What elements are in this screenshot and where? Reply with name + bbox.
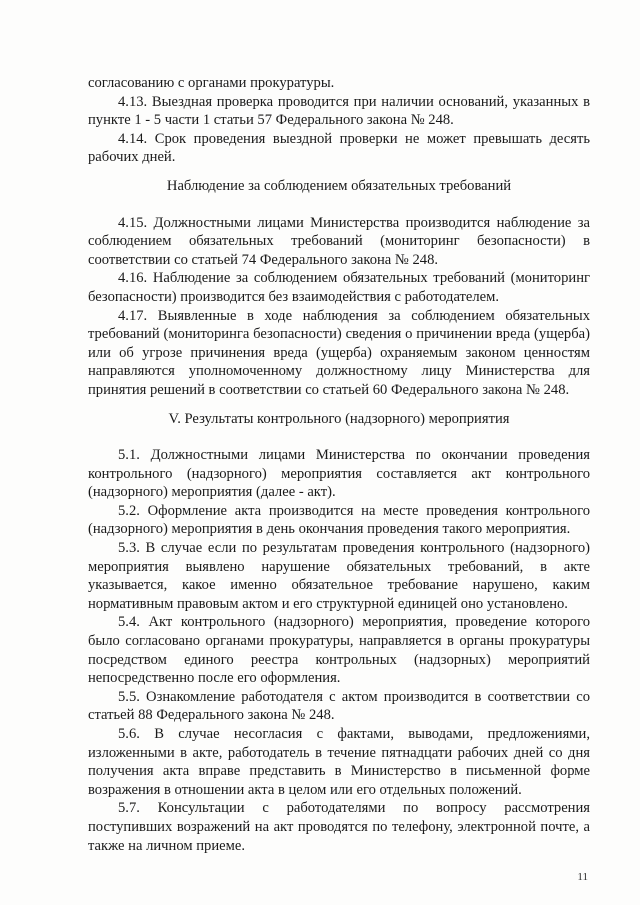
spacer xyxy=(88,196,590,206)
paragraph-5-5: 5.5. Ознакомление работодателя с актом производится в соответствии со статьей 88 Федерального закона № 248. xyxy=(88,688,590,724)
spacer xyxy=(88,400,590,410)
paragraph-5-2: 5.2. Оформление акта производится на месте проведения контрольного (надзорного) мероприятия в день окончания проведения такого мероприятия. xyxy=(88,502,590,538)
document-body xyxy=(88,74,590,855)
paragraph-4-17: 4.17. Выявленные в ходе наблюдения за соблюдением обязательных требований (мониторинга безопасности) сведения о причинении вреда (ущерба) или об угрозе причинения вреда (ущерба) охраняемым законом ценностям направляются уполномоченному должностному лицу Министерства для принятия решений в соответствии со статьей 60 Федерального закона № 248. xyxy=(88,307,590,398)
page-number: 11 xyxy=(577,871,588,883)
section-heading-monitoring: Наблюдение за соблюдением обязательных требований xyxy=(166,177,512,194)
paragraph-4-16: 4.16. Наблюдение за соблюдением обязательных требований (мониторинг безопасности) производится без взаимодействия с работодателем. xyxy=(88,270,590,305)
spacer xyxy=(88,438,590,446)
paragraph-5-3: 5.3. В случае если по результатам проведения контрольного (надзорного) мероприятия выявлено нарушение обязательных требований, в акте указывается, какое именно обязательное требование нарушено, каким нормативным правовым актом и его структурной единицей оно установлено. xyxy=(88,540,590,612)
paragraph-4-14: 4.14. Срок проведения выездной проверки не может превышать десять рабочих дней. xyxy=(88,130,590,166)
paragraph-4-15: 4.15. Должностными лицами Министерства производится наблюдение за соблюдением обязательных требований (мониторинг безопасности) в соответствии со статьей 74 Федерального закона № 248. xyxy=(88,214,590,268)
spacer xyxy=(88,167,590,177)
spacer xyxy=(88,206,590,214)
paragraph-5-7: 5.7. Консультации с работодателями по вопросу рассмотрения поступивших возражений на акт проводятся по телефону, электронной почте, а также на личном приеме. xyxy=(88,800,590,854)
paragraph-5-1: 5.1. Должностными лицами Министерства по окончании проведения контрольного (надзорного) мероприятия составляется акт контрольного (надзорного) мероприятия (далее - акт). xyxy=(88,447,590,501)
spacer xyxy=(88,428,590,438)
paragraph-continuation: согласованию с органами прокуратуры. xyxy=(88,75,335,91)
paragraph-5-4: 5.4. Акт контрольного (надзорного) мероприятия, проведение которого было согласовано органами прокуратуры, направляется в органы прокуратуры посредством единого реестра контрольных (надзорных) мероприятий непосредственно после его оформления. xyxy=(88,614,590,687)
section-heading-results: V. Результаты контрольного (надзорного) мероприятия xyxy=(168,410,510,427)
paragraph-5-6: 5.6. В случае несогласия с фактами, выводами, предложениями, изложенными в акте, работодатель в течение пятнадцати рабочих дней со дня получения акта вправе представить в Министерство в письменной форме возражения в отношении акта в целом или его отдельных положений. xyxy=(88,726,590,798)
paragraph-4-13: 4.13. Выездная проверка проводится при наличии оснований, указанных в пункте 1 - 5 части 1 статьи 57 Федерального закона № 248. xyxy=(88,93,590,129)
